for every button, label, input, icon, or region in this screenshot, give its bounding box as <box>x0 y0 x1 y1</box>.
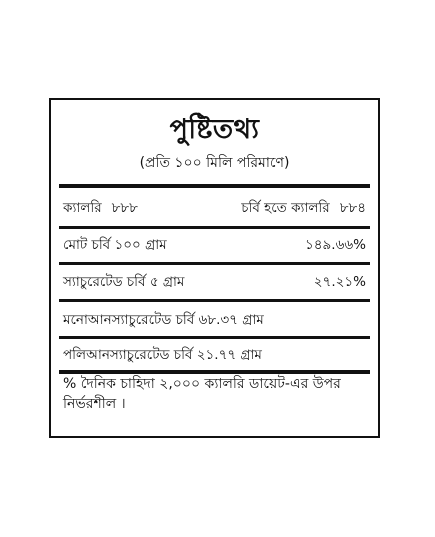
label-title: পুষ্টিতথ্য <box>169 114 260 145</box>
serving-size-text: (প্রতি ১০০ মিলি পরিমাণে) <box>139 155 290 171</box>
saturated-fat-label: স্যাচুরেটেড চর্বি ৫ গ্রাম <box>63 274 185 290</box>
total-fat-label: মোট চর্বি ১০০ গ্রাম <box>63 237 167 253</box>
calories-value: ৮৮৮ <box>111 200 138 216</box>
section-divider <box>59 336 370 339</box>
saturated-fat-percent: ২৭.২১% <box>313 274 366 290</box>
saturated-fat-row <box>63 272 366 292</box>
polyunsaturated-fat-label: পলিআনস্যাচুরেটেড চর্বি ২১.৭৭ গ্রাম <box>63 347 262 363</box>
section-divider <box>59 262 370 265</box>
calories-label: ক্যালরি <box>63 200 102 216</box>
section-divider-thick <box>59 184 370 188</box>
polyunsaturated-fat-row <box>63 345 366 365</box>
daily-value-footnote: % দৈনিক চাহিদা ২,০০০ ক্যালরি ডায়েট-এর উপর নির্ভরশীল । <box>63 376 341 412</box>
total-fat-row <box>63 235 366 255</box>
nutrition-facts-label <box>49 98 380 438</box>
calories-row <box>63 198 366 218</box>
monounsaturated-fat-row <box>63 310 366 330</box>
fat-calories-label: চর্বি হতে ক্যালরি <box>241 200 330 216</box>
section-divider <box>59 226 370 229</box>
monounsaturated-fat-label: মনোআনস্যাচুরেটেড চর্বি ৬৮.৩৭ গ্রাম <box>63 312 264 328</box>
fat-calories-value: ৮৮৪ <box>339 200 366 216</box>
section-divider <box>59 299 370 302</box>
total-fat-percent: ১৪৯.৬৬% <box>305 237 366 253</box>
